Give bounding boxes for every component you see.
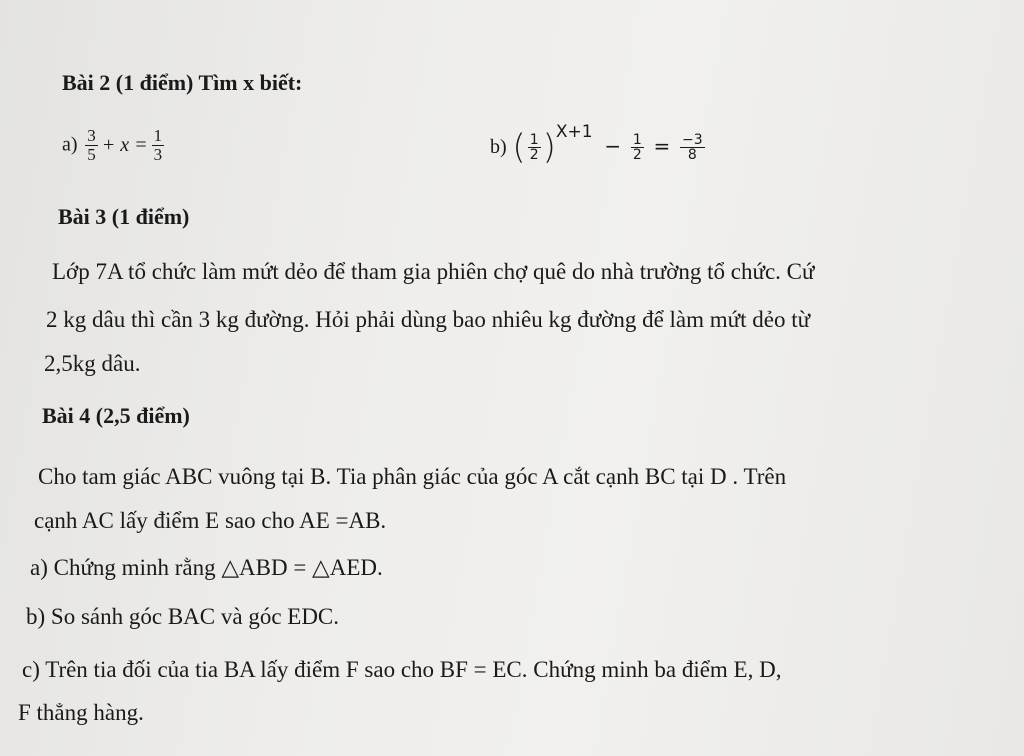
bai4-intro-line1: Cho tam giác ABC vuông tại B. Tia phân giác của góc A cắt cạnh BC tại D . Trên (38, 464, 787, 489)
fraction-1-3: $\frac{1}{3}$ (153, 126, 163, 164)
bai4-title: Bài 4 (2,5 điểm) (42, 403, 190, 428)
bai3-title: Bài 3 (1 điểm) (58, 204, 190, 229)
fraction-minus3-8: $\frac{-3}{8}$ (682, 131, 703, 164)
bai4-part-c-line2: F thẳng hàng. (18, 700, 144, 725)
bai2-a-label: a) (62, 133, 78, 156)
equals-sign: = (653, 134, 671, 158)
fraction-base-1-2: $\frac{1}{2}$ (529, 131, 539, 164)
bai3-text-line3: 2,5kg dâu. (44, 351, 141, 376)
bai4-part-b: b) So sánh góc BAC và góc EDC. (26, 604, 340, 629)
bai3-text-line1: Lớp 7A tổ chức làm mứt dẻo để tham gia phiên chợ quê do nhà trường tổ chức. Cứ (52, 259, 815, 284)
fraction-1-2: $\frac{1}{2}$ (632, 131, 642, 164)
exponent: X+1 (555, 122, 593, 142)
bai2-equation-b (490, 122, 707, 168)
paren-close: ) (542, 127, 556, 168)
bai2-title: Bài 2 (1 điểm) Tìm x biết: (62, 70, 303, 95)
bai4-intro-line2: cạnh AC lấy điểm E sao cho AE =AB. (34, 508, 387, 533)
bai2-equation-a (62, 127, 166, 164)
bai3-text-line2: 2 kg dâu thì cần 3 kg đường. Hỏi phải dùng bao nhiêu kg đường để làm mứt dẻo từ (46, 307, 811, 332)
bai2-b-label: b) (490, 136, 507, 159)
bai4-part-c-line1: c) Trên tia đối của tia BA lấy điểm F sao cho BF = EC. Chứng minh ba điểm E, D, (22, 657, 782, 682)
bai4-part-a: a) Chứng minh rằng △ABD = △AED. (30, 555, 383, 580)
bai2-a-plus-x: + x = (101, 133, 148, 156)
paren-open: ( (512, 127, 526, 168)
minus-sign: − (604, 134, 622, 158)
fraction-3-5: $\frac{3}{5}$ (87, 126, 96, 164)
